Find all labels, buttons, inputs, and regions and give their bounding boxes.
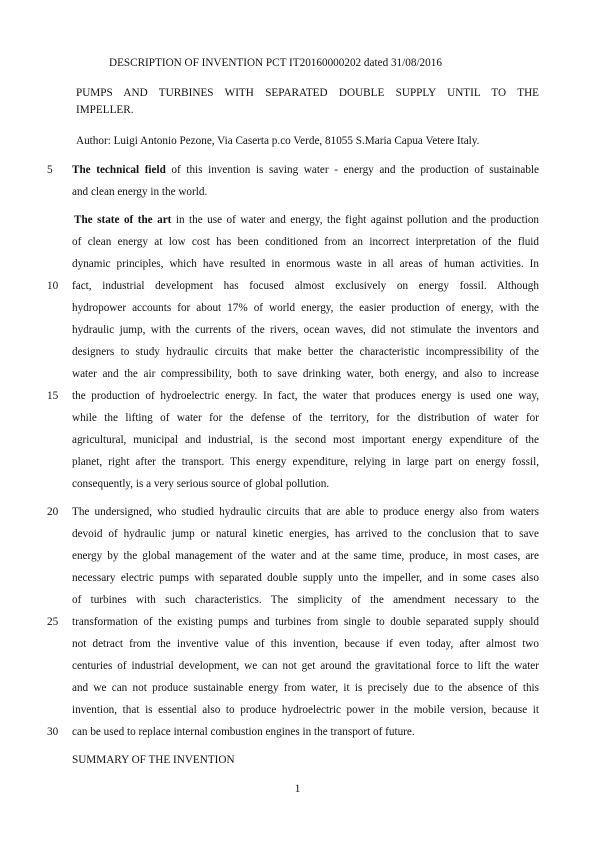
invention-title-line-2: IMPELLER. bbox=[76, 104, 134, 116]
line-number-20: 20 bbox=[47, 506, 59, 518]
technical-field-line-1 bbox=[72, 162, 539, 178]
body-line: of turbines with such characteristics. The simplicity of the amendment necessary to the bbox=[72, 594, 539, 606]
state-of-art-line: consequently, is a very serious source of global pollution. bbox=[72, 478, 330, 490]
body-line: can be used to replace internal combustion engines in the transport of future. bbox=[72, 726, 415, 738]
state-of-art-line: water and the air compressibility, both to save drinking water, both energy, and also to increase bbox=[72, 368, 539, 380]
state-of-art-line: dynamic principles, which have resulted in enormous waste in all areas of human activities. In bbox=[72, 258, 539, 270]
body-line: energy by the global management of the water and at the same time, produce, in most cases, are bbox=[72, 550, 539, 562]
body-line: The undersigned, who studied hydraulic circuits that are able to produce energy also from waters bbox=[72, 506, 539, 518]
body-line: and we can not produce sustainable energy from water, it is precisely due to the absence of this bbox=[72, 682, 539, 694]
state-of-art-line: agricultural, municipal and industrial, is the second most important energy expenditure of the bbox=[72, 434, 539, 446]
line-number-10: 10 bbox=[47, 280, 59, 292]
body-line: devoid of hydraulic jump or natural kinetic energies, has arrived to the conclusion that to save bbox=[72, 528, 539, 540]
state-of-art-line: designers to study hydraulic circuits that make better the characteristic incompressibility of the bbox=[72, 346, 539, 358]
line-number-15: 15 bbox=[47, 390, 59, 402]
body-line: invention, that is essential also to produce hydroelectric power in the mobile version, because it bbox=[72, 704, 539, 716]
body-line: necessary electric pumps with separated double supply unto the impeller, and in some cases also bbox=[72, 572, 539, 584]
body-line: transformation of the existing pumps and turbines from single to double separated supply should bbox=[72, 616, 539, 628]
technical-field-heading: The technical field bbox=[72, 164, 166, 176]
line-number-30: 30 bbox=[47, 726, 59, 738]
state-of-art-line: hydraulic jump, with the currents of the rivers, ocean waves, did not stimulate the inventors and bbox=[72, 324, 539, 336]
body-line: not detract from the inventive value of this invention, because if even today, after almost two bbox=[72, 638, 539, 650]
technical-field-text: of this invention is saving water - energy and the production of sustainable bbox=[165, 164, 540, 176]
summary-heading: SUMMARY OF THE INVENTION bbox=[72, 754, 235, 766]
document-title: DESCRIPTION OF INVENTION PCT IT20160000202 dated 31/08/2016 bbox=[109, 57, 442, 69]
invention-title-line-1: PUMPS AND TURBINES WITH SEPARATED DOUBLE SUPPLY UNTIL TO THE bbox=[76, 87, 539, 99]
body-line: centuries of industrial development, we can not get around the gravitational force to lift the water bbox=[72, 660, 539, 672]
state-of-art-line: of clean energy at low cost has been conditioned from an incorrect interpretation of the fluid bbox=[72, 236, 539, 248]
line-number-25: 25 bbox=[47, 616, 59, 628]
page-number: 1 bbox=[294, 783, 301, 795]
state-of-art-text: in the use of water and energy, the fight against pollution and the production bbox=[171, 214, 540, 226]
state-of-art-line: hydropower accounts for about 17% of world energy, the easier production of energy, with the bbox=[72, 302, 539, 314]
state-of-art-line: fact, industrial development has focused almost exclusively on energy fossil. Although bbox=[72, 280, 539, 292]
state-of-art-line: the production of hydroelectric energy. In fact, the water that produces energy is used one way, bbox=[72, 390, 539, 402]
state-of-art-line: planet, right after the transport. This energy expenditure, relying in large part on energy fossil, bbox=[72, 456, 539, 468]
line-number-5: 5 bbox=[47, 164, 53, 176]
state-of-art-line-1 bbox=[72, 212, 539, 228]
author-line: Author: Luigi Antonio Pezone, Via Caserta p.co Verde, 81055 S.Maria Capua Vetere Italy. bbox=[76, 135, 480, 147]
state-of-art-line: while the lifting of water for the defense of the territory, for the distribution of water for bbox=[72, 412, 539, 424]
state-of-art-heading: The state of the art bbox=[74, 214, 172, 226]
technical-field-line-2: and clean energy in the world. bbox=[72, 186, 208, 198]
